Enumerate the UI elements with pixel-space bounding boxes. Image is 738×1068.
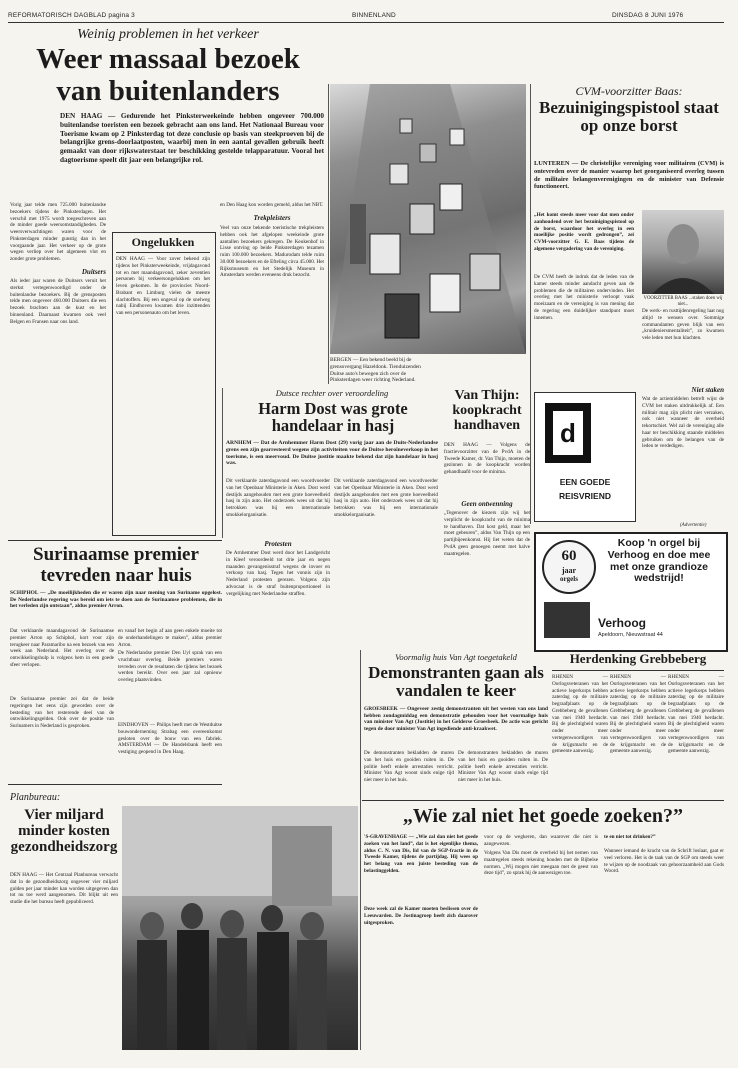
crowd-illustration — [122, 806, 358, 1050]
lead-lede: DEN HAAG — Gedurende het Pinksterweekeinde hebben ongeveer 700.000 buitenlandse toeristen een bezoek gebracht aan ons land. Het Nationaal Bureau voor Toerisme kwam op 2 Pinksterdag tot deze conclusie op basis van steekproeven bij de belangrijke grens-doorlaatposten, waarbij men in een aantal gevallen gebruik heeft gemaakt van door rijkswaterstaat ter beschikking gestelde telapparatuur. Vooral het dagtoerisme speelt dit jaar een belangrijke rol. — [60, 112, 324, 164]
ongelukken-title: Ongelukken — [131, 235, 195, 249]
suriname-col2-body-2: EINDHOVEN — Philips heeft met de Westduitse bouwonderneming Strabag een overeenkomst gesloten over de bouw van een fabriek. AMSTERDAM — De Handelsbank heeft een vestiging geopend in Den Haag. — [118, 722, 222, 755]
traffic-photo — [330, 84, 526, 354]
cvm-subhead: Niet staken — [691, 386, 724, 394]
dost-kicker: Dutsce rechter over veroordeling — [275, 388, 389, 398]
verhoog-badge — [542, 540, 596, 594]
grebbe-body-2: RHENEN — Oorlogsveteranen van het actieve legerkorps hebben zaterdag op de militaire begraafplaats op de Grebbeberg de gevallenen van mei 1940 herdacht. Bij de plechtigheid waren onder meer vertegenwoordigers van de krijgsmacht en de gemeente aanwezig. — [610, 674, 666, 755]
verhoog-headline: Koop 'n orgel bij Verhoog en doe mee met onze grandioze wedstrijd! — [607, 537, 711, 585]
lead-headline-line1: Weer massaal bezoek — [36, 43, 300, 75]
dost-body-2: De Arnhemmer Dost werd door het Landgericht in Kleef veroordeeld tot drie jaar en negen maanden gevangenisstraf wegens de invoer en verkoop van hasj. Tegen het vonnis zijn in Nederland protesten gerezen. Volgens zijn advocaat is de straf buitenproportioneel in vergelijking met Nederlandse straffen. — [226, 550, 330, 597]
traffic-illustration — [330, 84, 526, 354]
planbureau-headline: Vier miljard minder kosten gezondheidszorg — [10, 807, 118, 855]
badge-number: 60 — [561, 548, 577, 564]
planbureau-body: DEN HAAG — Het Centraal Planbureau verwacht dat in de gezondheidszorg ongeveer vier miljard gulden per jaar minder kan worden uitgegeven dan tot nu toe werd aangenomen. Dit blijkt uit een studie die het bureau heeft gepubliceerd. — [10, 872, 118, 905]
goede-col2-body: Volgens Van Dis moet de overheid bij het nemen van maatregelen steeds rekening houden met de Bijbelse normen. „Wij mogen niet meegaan met de geest van deze tijd”, zo sprak hij de aanwezigen toe. — [484, 850, 598, 877]
reisvriend-ad — [534, 392, 636, 522]
lead-kicker: Weinig problemen in het verkeer — [77, 27, 259, 42]
dost-lede: ARNHEM — Dat de Arnhemmer Harm Dost (29) vorig jaar aan de Duits-Nederlandse grens een zijn gearresteerd wegens zijn activiteiten voor de Duitse heroïneverkoop in het toerisme, is een meervoud. De Duitse justitie maakte bekend dat zijn handelaar in hasj was. — [226, 440, 438, 467]
column-divider — [222, 388, 223, 538]
verhoog-ad — [534, 532, 728, 652]
grebbe-headline: Herdenking Grebbeberg — [569, 651, 707, 666]
ongelukken-rule — [116, 252, 210, 253]
cvm-kicker: CVM-voorzitter Baas: — [575, 84, 683, 98]
vanagt-body-2: De demonstranten bekladden de muren van het huis en gooiden ruiten in. De politie heeft enkele arrestaties verricht. Minister Van Agt woont sinds enige tijd niet meer in het huis. — [458, 750, 548, 783]
goede-col3: te en niet tot drinken?” — [604, 834, 656, 840]
grebbe-body: RHENEN — Oorlogsveteranen van het actieve legerkorps hebben zaterdag op de militaire begraafplaats op de Grebbeberg de gevallenen van mei 1940 herdacht. Bij de plechtigheid waren onder meer vertegenwoordigers van de krijgsmacht en de gemeente aanwezig. — [552, 674, 608, 755]
column-divider — [360, 650, 361, 1050]
grebbe-body-3: RHENEN — Oorlogsveteranen van het actieve legerkorps hebben zaterdag op de militaire begraafplaats op de Grebbeberg de gevallenen van mei 1940 herdacht. Bij de plechtigheid waren onder meer vertegenwoordigers van de krijgsmacht en de gemeente aanwezig. — [668, 674, 724, 755]
dost-headline: Harm Dost was grote handelaar in hasj — [258, 399, 408, 436]
planbureau-rule — [8, 784, 222, 785]
issue-date: DINSDAG 8 JUNI 1976 — [612, 12, 684, 19]
vanagt-headline: Demonstranten gaan als vandalen te keer — [368, 663, 544, 700]
paper-title: REFORMATORISCH DAGBLAD pagina 3 — [8, 12, 135, 19]
suriname-body: Dat verklaarde maandagavond de Surinaamse premier Arron op Schiphol, kort voor zijn terugkeer naar Paramaribo na een bezoek van een week aan Nederland. Het overleg over de ontwikkelingshulp is volgens hem in een goede sfeer verlopen. — [10, 628, 114, 668]
vanthijn-lede: DEN HAAG — Volgens de fractievoorzitter van de PvdA in de Tweede Kamer, dr. Van Thijn, moeten de gezinnen in de koopkracht worden gehandhaafd voor de minima. — [444, 442, 530, 475]
dost-body-3: Dit verklaarde zaterdagavond een woordvoerder van het Openbaar Ministerie in Aken. Dost werd destijds aangehouden met een grote hoeveelheid hasj in zijn auto. Het onderzoek wees uit dat hij betrokken was bij een internationale smokkelorganisatie. — [334, 478, 438, 518]
crowd-photo — [122, 806, 358, 1050]
goede-rule-top — [362, 800, 724, 801]
vanthijn-body: „Tegenover de kiezers zijn wij het verplicht de koopkracht van de minima te handhaven. Dat kost geld, maar het moet gebeuren”, aldus Van Thijn op een partijbijeenkomst. Hij liet weten dat de PvdA geen genoegen neemt met halve maatregelen. — [444, 510, 530, 557]
lead-subhead: Duitsers — [81, 268, 106, 276]
goede-col3-body: Wanneer iemand de kracht van de Schrift loslaat, gaat er veel verloren. Het is de taak van de SGP om steeds weer te wijzen op de noodzaak van gehoorzaamheid aan Gods Woord. — [604, 848, 724, 875]
vanagt-kicker: Voormalig huis Van Agt toegetakeld — [395, 652, 517, 662]
vanagt-body: De demonstranten bekladden de muren van het huis en gooiden ruiten in. De politie heeft enkele arrestaties verricht. Minister Van Agt woont sinds enige tijd niet meer in het huis. — [364, 750, 454, 783]
organ-image — [544, 602, 590, 638]
suriname-col2-body: De Nederlandse premier Den Uyl sprak van een vruchtbaar overleg. Beide premiers waren tevreden over de resultaten die tijdens het bezoek werden bereikt. Over een jaar zal opnieuw overleg plaatsvinden. — [118, 650, 222, 683]
logo-mark-icon: d — [553, 411, 583, 455]
ongelukken-body: DEN HAAG — Voor zover bekend zijn tijdens het Pinksterweekeinde, vrijdagavond tot en met maandagavond, zeker zeventien personen bij verkeersongelukken om het leven gekomen. In de provincies Noord-Brabant en Limburg vielen de meeste slachtoffers. Bij een ongeval op de snelweg nabij Eindhoven kwamen drie inzittenden van een personenauto om het leven. — [116, 256, 210, 316]
suriname-headline-line1: Surinaamse premier — [33, 544, 199, 565]
masthead-rule — [8, 22, 724, 23]
lead-body: Vorig jaar telde men 725.000 buitenlandse bezoekers tijdens de Pinksterdagen. Het verschil met 1975 wordt toegeschreven aan de minder goede weersomstandigheden. De weersverwachtingen waren voor de Pinksterdagen minder gunstig dan in het voorgaande jaar. Het verkeer op de grote wegen verliep over het algemeen vlot en zonder grote problemen. — [10, 202, 106, 262]
suriname-body-2: De Surinaamse premier zei dat de beide regeringen het eens zijn geworden over de besteding van het resterende deel van de ontwikkelingsgelden. Ook over de positie van Surinamers in Nederland is gesproken. — [10, 696, 114, 729]
suriname-headline-line2: tevreden naar huis — [40, 565, 192, 586]
cvm-lede: LUNTEREN — De christelijke vereniging voor militairen (CVM) is ontevreden over de manier waarop het georganiseerd overleg tussen de militaire belangenverenigingen en de minister van Defensie functioneert. — [534, 160, 724, 191]
dost-subhead: Protesten — [264, 540, 292, 548]
cvm-body: De CVM heeft de indruk dat de leden van de kamer steeds minder aandacht geven aan de problemen die de militairen ondervinden. Het overleg met het ministerie verloopt vaak moeizaam en de vereniging is van mening dat de regering een duidelijker standpunt moet innemen. — [534, 274, 634, 321]
vanagt-lede: GROESBEEK — Ongeveer zestig demonstranten uit het westen van ons land hebben zondagmiddag een demonstratie gehouden voor het voormalige huis van minister Van Agt (Justitie) in het Gelderse Groesbeek. De actie was gericht tegen de door minister Van Agt ingediende anti-kraakwet. — [364, 706, 548, 732]
suriname-col2: en vanaf het begin af aan geen enkele moeite tot de onderhandelingen te maken”, aldus premier Arron. — [118, 628, 222, 648]
column-divider — [328, 84, 329, 384]
goede-col2: voor op de wegkeren, dan waarover die niet is aangewezen. — [484, 834, 598, 847]
lead-col3-subhead: Trekpleisters — [253, 214, 291, 222]
vanthijn-headline: Van Thijn: koopkracht handhaven — [452, 388, 522, 434]
traffic-photo-caption: BERGEN — Een bekend beeld bij de grensovergang Hazeldonk. Tienduizenden Duitse auto's bewegen zich over de Pinksterdagen weer richting Nederland. — [330, 357, 421, 384]
suriname-lede: SCHIPHOL — „De moeilijkheden die er waren zijn naar mening van Suriname opgelost. De Nederlandse regering was bereid om iets te doen aan de Surinaamse problemen, die in het verleden zijn ontstaan”, aldus premier Arron. — [10, 590, 222, 610]
lead-col3-body: Veel van onze bekende toeristische trekpleisters hebben ook het afgelopen weekeinde grote aantallen bezoekers gekregen. De Keukenhof in Lisse ontving op beide Pinksterdagen tezamen ruim 100.000 bezoekers. Madurodam telde ruim 30.000 bezoekers en de Efteling circa 45.000. Het Rijksmuseum en het Stedelijk Museum in Amsterdam werden eveneens druk bezocht. — [220, 225, 324, 279]
vanthijn-subhead: Geen ontwenning — [461, 500, 513, 508]
cvm-body-2: De werk- en rusttijdenregeling laat nog altijd te wensen over. Sommige commandanten geven blijk van een „kruideniersmentaliteit”, zo kwamen vele leden met hun klachten. — [642, 308, 724, 341]
lead-col3-top: en Den Haag kon worden gemeld, aldus het NBT. — [220, 202, 324, 208]
section-title: BINNENLAND — [352, 12, 396, 19]
advertentie-tag: (Advertentie) — [680, 523, 707, 528]
cvm-quote: „Het komt steeds meer voor dat men onder aanhoudend over het bezuinigingspistool op de borst, waardoor het overleg in een moeilijke positie wordt gedrongen”, zei CVM-voorzitter G. E. Baas tijdens de algemene vergadering van de vereniging. — [534, 212, 634, 252]
grebbe-rule — [552, 670, 724, 671]
reisvriend-line2: REISVRIEND — [559, 491, 611, 501]
portrait-illustration — [642, 210, 724, 294]
lead-headline-line2: van buitenlanders — [56, 75, 280, 107]
goede-body-2: Deze week zal de Kamer moeten beslissen over de Leeuwarden. De Jostinagroep heeft zich daarover uitgesproken. — [364, 906, 478, 926]
cvm-body-3: Wat de actiemiddelen betreft wijst de CVM het staken uitdrukkelijk af. Een militair mag zijn plicht niet verzaken, ook niet wanneer de overheid tekortschiet. Wel zal de vereniging alle haar ter beschikking staande middelen gebruiken om de belangen van de leden te verdedigen. — [642, 396, 724, 450]
dost-body: Dit verklaarde zaterdagavond een woordvoerder van het Openbaar Ministerie in Aken. Dost werd destijds aangehouden met een grote hoeveelheid hasj in zijn auto. Het onderzoek wees uit dat hij betrokken was bij een internationale smokkelorganisatie. — [226, 478, 330, 518]
cvm-portrait — [642, 210, 724, 294]
lead-body-2: Als ieder jaar waren de Duitsers veruit het sterkst vertegenwoordigd onder de buitenlandse bezoekers. Bij de grensposten telde men ongeveer 460.000 Duitsers die een bezoek brachten aan de kust en het binnenland. Daarnaast kwamen ook veel Belgen en Fransen naar ons land. — [10, 278, 106, 325]
badge-orgels: orgels — [560, 575, 578, 583]
goede-headline: „Wie zal niet het goede zoeken?” — [402, 805, 684, 827]
verhoog-brand: Verhoog — [598, 616, 647, 630]
suriname-rule — [8, 540, 222, 541]
verhoog-address: Apeldoorn, Nieuwstraat 44 — [598, 632, 663, 638]
cvm-portrait-caption: VOORZITTER BAAS ...staken doen wij niet... — [643, 296, 723, 307]
planbureau-kicker: Planbureau: — [10, 792, 61, 803]
column-divider — [530, 84, 531, 524]
reisvriend-line1: EEN GOEDE — [559, 477, 611, 487]
badge-jaar: jaar — [561, 566, 577, 575]
cvm-headline: Bezuinigingspistool staat op onze borst — [539, 98, 719, 135]
goede-body: 'S-GRAVENHAGE — „Wie zal dan niet het goede zoeken van het land”, dat is het eigenlijke thema, aldus C. N. van Dis, lid van de SGP-fractie in de Tweede Kamer, tijdens de partijdag. Hij wees op het belang van een juiste besteding van de belastinggelden. — [364, 834, 478, 874]
